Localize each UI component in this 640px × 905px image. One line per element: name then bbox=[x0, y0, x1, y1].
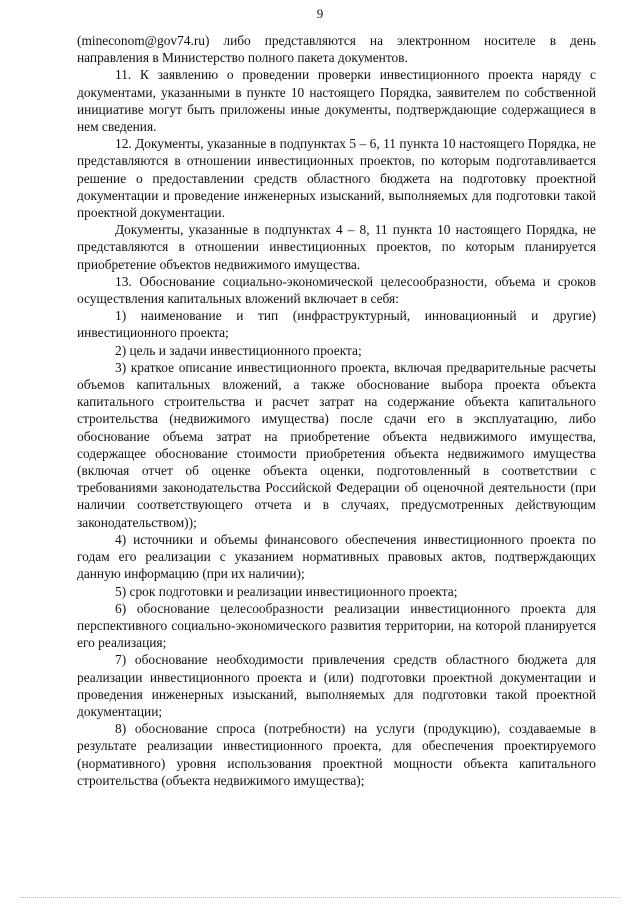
scan-edge-divider bbox=[20, 897, 620, 901]
list-item-2: 2) цель и задачи инвестиционного проекта; bbox=[115, 342, 362, 358]
paragraph-item-13: 13. Обоснование социально-экономической целесообразности, объема и сроков осуществления капитальных вложений включает в себя: bbox=[77, 273, 596, 307]
list-item-1: 1) наименование и тип (инфраструктурный, инновационный и другие) инвестиционного проекта; bbox=[77, 308, 596, 341]
list-item-7: 7) обоснование необходимости привлечения средств областного бюджета для реализации инвестиционного проекта и (или) подготовки проектной документации и проведения инженерных изысканий, выполняемых для подготовки такой проектной документации; bbox=[77, 652, 596, 719]
list-item-5: 5) срок подготовки и реализации инвестиционного проекта; bbox=[115, 583, 458, 599]
list-item-6: 6) обоснование целесообразности реализации инвестиционного проекта для перспективного социально-экономического развития территории, на которой планируется его реализация; bbox=[77, 600, 596, 651]
page-number: 9 bbox=[316, 6, 324, 21]
list-item-8: 8) обоснование спроса (потребности) на услуги (продукцию), создаваемые в результате реализации инвестиционного проекта, для обеспечения проектируемого (нормативного) уровня использования проектной мощности объекта капитального строительства (объекта недвижимого имущества); bbox=[77, 721, 596, 788]
paragraph-item-11: 11. К заявлению о проведении проверки инвестиционного проекта наряду с документами, указанными в пункте 10 настоящего Порядка, заявителем по собственной инициативе могут быть приложены иные документы, подтверждающие содержащиеся в нем сведения. bbox=[77, 67, 596, 135]
document-body bbox=[77, 32, 596, 789]
paragraph-item-12-note: Документы, указанные в подпунктах 4 – 8, 11 пункта 10 настоящего Порядка, не представляются в отношении инвестиционных проектов, по которым планируется приобретение объектов недвижимого имущества. bbox=[77, 222, 596, 272]
list-item-3: 3) краткое описание инвестиционного проекта, включая предварительные расчеты объемов капитальных вложений, а также обоснование выбора проекта объекта капитального строительства и расчет затрат на содержание объекта капитального строительства (недвижимого имущества) после сдачи его в эксплуатацию, либо обоснование объема затрат на приобретение объекта недвижимого имущества, содержащее обоснование стоимости приобретения объекта недвижимого имущества (включая отчет об оценке объекта оценки, подготовленный в соответствии с требованиями законодательства Российской Федерации об оценочной деятельности (при наличии соответствующего отчета и в случаях, предусмотренных действующим законодательством)); bbox=[77, 359, 596, 530]
paragraph-continuation: (mineconom@gov74.ru) либо представляются на электронном носителе в день направления в Министерство полного пакета документов. bbox=[77, 33, 596, 66]
list-item-4: 4) источники и объемы финансового обеспечения инвестиционного проекта по годам его реализации с указанием нормативных правовых актов, подтверждающих данную информацию (при их наличии); bbox=[77, 531, 596, 582]
paragraph-item-12: 12. Документы, указанные в подпунктах 5 – 6, 11 пункта 10 настоящего Порядка, не представляются в отношении инвестиционных проектов, по которым подготавливается решение о предоставлении средств областного бюджета на подготовку проектной документации и проведение инженерных изысканий, выполняемых для подготовки такой проектной документации. bbox=[77, 136, 596, 221]
